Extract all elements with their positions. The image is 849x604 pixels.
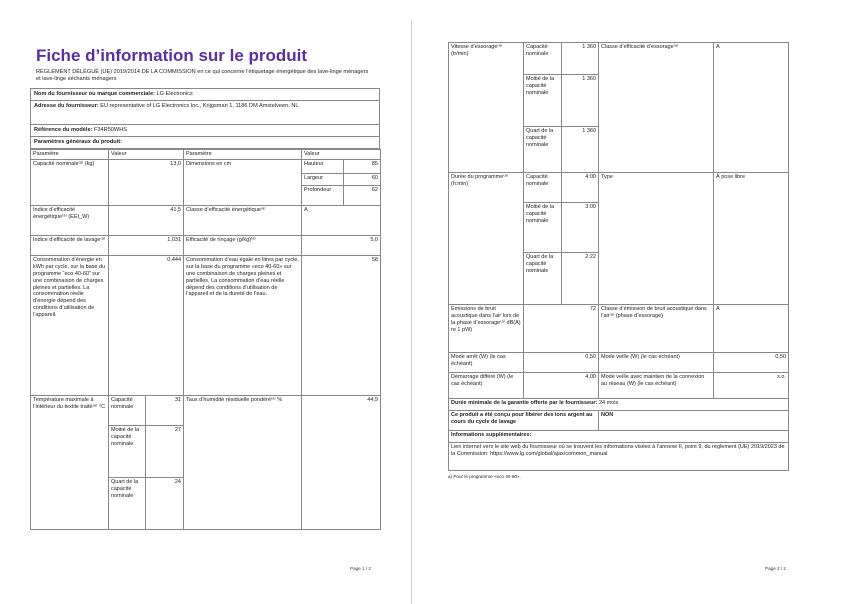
spin-full-label: Capacité nominale — [524, 43, 562, 75]
spin-class-value: A — [714, 43, 789, 173]
energy-class-value: A — [302, 205, 381, 235]
off-mode-value: 0,50 — [524, 353, 599, 373]
page-1-footer: Page 1 / 2 — [350, 566, 371, 571]
spin-half-label: Moitié de la capacité nominale — [524, 75, 562, 127]
standby-value: 0,50 — [714, 353, 789, 373]
warranty-row — [449, 399, 789, 411]
page-1 — [30, 42, 380, 582]
height-label: Hauteur — [302, 159, 344, 173]
network-standby-value: s.o. — [714, 373, 789, 399]
model-label: Référence du modèle: — [34, 127, 93, 133]
energy-consumption-label: Consommation d’énergie en kWh par cycle, sur la base du programme “eco 40-60” sur une combinaison de charges pleines et partielles. La consommation réelle d’énergie dépend des conditions d’utilisation de l’appareil. — [31, 255, 109, 395]
header-value-2: Valeur — [302, 150, 381, 160]
regulation-text: RÈGLEMENT DÉLÉGUÉ (UE) 2019/2014 DE LA COMMISSION en ce qui concerne l’étiquetage énergétique des lave-linge ménagers et lave-linge séchants ménagers — [36, 69, 369, 83]
warranty-value: 24 mois — [598, 400, 619, 406]
supplier-value: LG Electronics — [156, 91, 193, 97]
eei-label: Indice d’efficacité énergétique⁽ᵃ⁾ (EEI_W) — [31, 205, 109, 235]
duration-quarter-value: 2:22 — [562, 253, 599, 305]
spin-full-value: 1 360 — [562, 43, 599, 75]
duration-full-label: Capacité nominale — [524, 173, 562, 203]
water-consumption-value: 58 — [302, 255, 381, 395]
rinse-label: Efficacité de rinçage (g/kg)⁽ᵃ⁾ — [184, 235, 302, 255]
footnote: a) Pour le programme «eco 40-60». — [448, 474, 521, 479]
height-value: 85 — [344, 159, 381, 173]
delay-start-label: Démarrage différé (W) (le cas échéant) — [449, 373, 524, 399]
delay-start-value: 4,00 — [524, 373, 599, 399]
capacity-value: 13,0 — [109, 159, 184, 205]
wash-index-label: Indice d’efficacité de lavage⁽ᵃ⁾ — [31, 235, 109, 255]
info-heading: Informations supplémentaires: — [449, 431, 789, 443]
noise-label: Émissions de bruit acoustique dans l’air lors de la phase d’essorage⁽ᵃ⁾ dB(A) re 1 pW) — [449, 305, 524, 353]
spin-quarter-value: 1 360 — [562, 127, 599, 173]
duration-full-value: 4:00 — [562, 173, 599, 203]
wash-index-value: 1,031 — [109, 235, 184, 255]
address-row — [30, 100, 380, 124]
address-value: EU representative of LG Electronics Inc., Krijgsman 1, 1186 DM Amstelveen, NL — [100, 103, 299, 109]
spin-speed-label: Vitesse d’essorage⁽ᵃ⁾ (tr/min) — [449, 43, 524, 173]
temp-quarter-value: 24 — [146, 477, 184, 529]
type-label: Type — [599, 173, 714, 305]
noise-class-label: Classe d’émission de bruit acoustique dans l’air⁽ᵃ⁾ (phase d’essorage) — [599, 305, 714, 353]
document-title: Fiche d’information sur le produit — [36, 46, 308, 65]
header-value: Valeur — [109, 150, 184, 160]
temp-full-label: Capacité nominale — [109, 395, 146, 425]
width-value: 60 — [344, 173, 381, 185]
temp-full-value: 31 — [146, 395, 184, 425]
model-row — [30, 124, 380, 136]
ions-label: Ce produit a été conçu pour libérer des ions argent au cours du cycle de lavage — [449, 411, 599, 431]
page-divider — [411, 20, 412, 604]
page-2 — [448, 42, 796, 582]
supplier-block — [30, 88, 380, 149]
capacity-label: Capacité nominale⁽ᵃ⁾ (kg) — [31, 159, 109, 205]
params-table — [30, 149, 381, 530]
dimensions-label: Dimensions en cm — [184, 159, 302, 205]
spin-class-label: Classe d’efficacité d’essorage⁽ᵃ⁾ — [599, 43, 714, 173]
temp-quarter-label: Quart de la capacité nominale — [109, 477, 146, 529]
temp-half-label: Moitié de la capacité nominale — [109, 425, 146, 477]
standby-label: Mode veille (W) (le cas échéant) — [599, 353, 714, 373]
rinse-value: 5,0 — [302, 235, 381, 255]
params-heading: Paramètres généraux du produit: — [30, 136, 380, 149]
energy-consumption-value: 0,444 — [109, 255, 184, 395]
duration-half-label: Moitié de la capacité nominale — [524, 203, 562, 253]
header-param: Paramètre — [31, 150, 109, 160]
spin-half-value: 1 360 — [562, 75, 599, 127]
duration-half-value: 3:00 — [562, 203, 599, 253]
type-value: À pose libre — [714, 173, 789, 305]
warranty-label: Durée minimale de la garantie offerte par le fournisseur: — [451, 400, 598, 406]
duration-label: Durée du programme⁽ᵃ⁾ (h:min) — [449, 173, 524, 305]
duration-quarter-label: Quart de la capacité nominale — [524, 253, 562, 305]
moisture-label: Taux d’humidité résiduelle pondéré⁽ᵃ⁾ % — [184, 395, 302, 529]
supplier-label: Nom du fournisseur ou marque commerciale: — [34, 91, 155, 97]
noise-value: 72 — [524, 305, 599, 353]
off-mode-label: Mode arrêt (W) (le cas échéant) — [449, 353, 524, 373]
energy-class-label: Classe d’efficacité énergétique⁽ᵃ⁾ — [184, 205, 302, 235]
temp-half-value: 27 — [146, 425, 184, 477]
params-table-2 — [448, 42, 789, 471]
network-standby-label: Mode veille avec maintien de la connexion au réseau (W) (le cas échéant) — [599, 373, 714, 399]
page-2-footer: Page 2 / 2 — [765, 566, 786, 571]
noise-class-value: A — [714, 305, 789, 353]
info-text: Lien internet vers le site web du fournisseur où se trouvent les informations visées à l’annexe II, point 9, du règlement (UE) 2019/2023 de la Commission: https://www.lg.com/global/ajax/common_manual — [449, 443, 789, 471]
ions-value: NON — [599, 411, 789, 431]
model-value: F34R50WHS — [94, 127, 127, 133]
width-label: Largeur — [302, 173, 344, 185]
water-consumption-label: Consommation d’eau égale en litres par cycle, sur la base du programme «eco 40-60» sur une combinaison de charges pleines et partielles. La consommation d’eau réelle dépend des conditions d’utilisation de l’appareil et de la dureté de l’eau. — [184, 255, 302, 395]
header-param-2: Paramètre — [184, 150, 302, 160]
depth-label: Profondeur — [302, 185, 344, 205]
address-label: Adresse du fournisseur: — [34, 103, 99, 109]
temperature-label: Température maximale à l’intérieur du textile traité⁽ᵃ⁾ °C — [31, 395, 109, 529]
depth-value: 62 — [344, 185, 381, 205]
supplier-row — [30, 88, 380, 100]
eei-value: 41,5 — [109, 205, 184, 235]
moisture-value: 44,9 — [302, 395, 381, 529]
spin-quarter-label: Quart de la capacité nominale — [524, 127, 562, 173]
